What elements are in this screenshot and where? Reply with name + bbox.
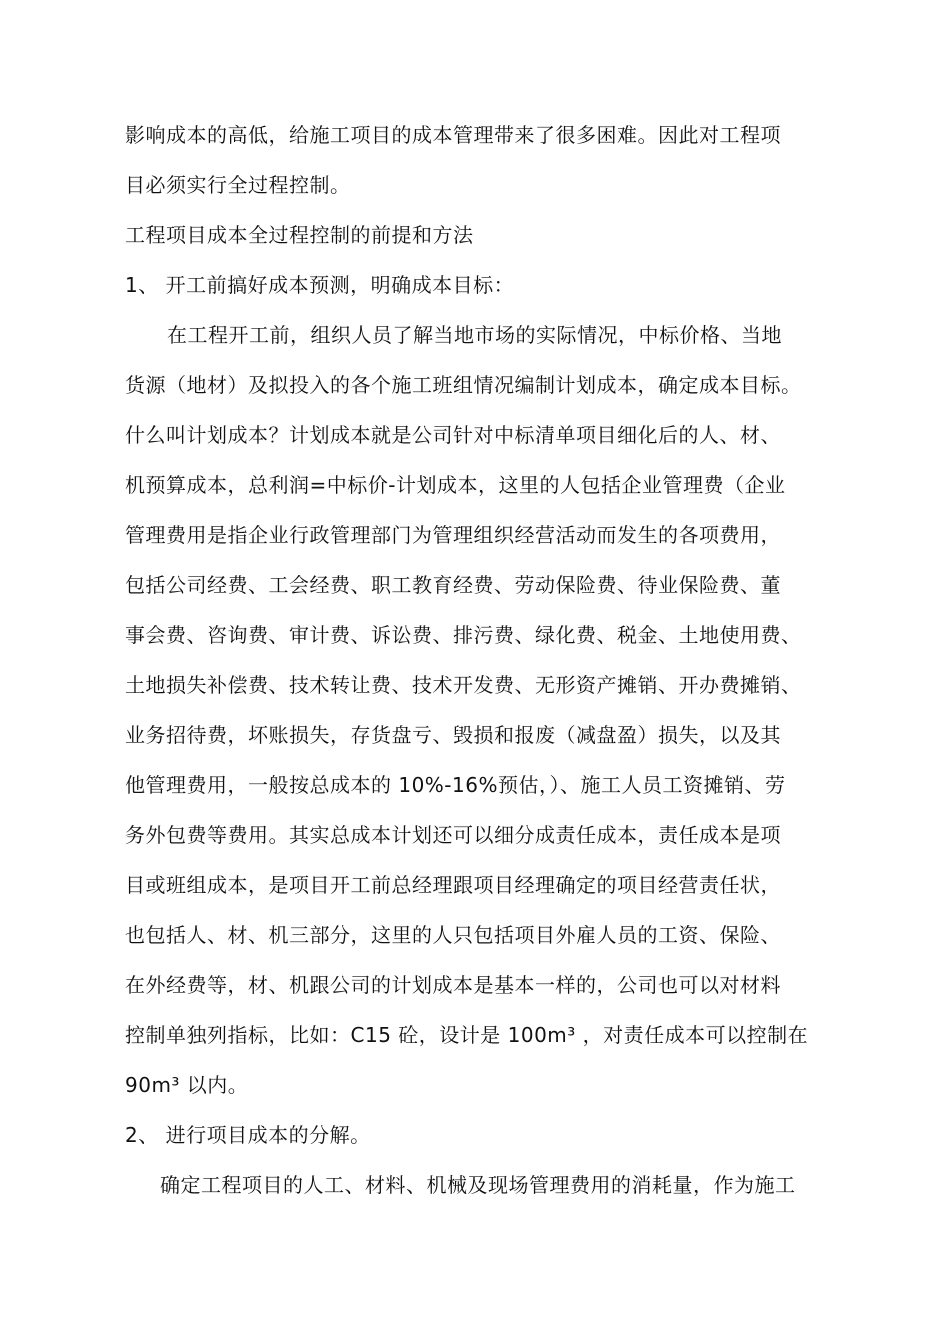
- paragraph-start: 确定工程项目的人工、材料、机械及现场管理费用的消耗量，作为施工: [160, 1173, 796, 1197]
- numbered-item-1: 1、 开工前搞好成本预测，明确成本目标：: [125, 273, 515, 297]
- text-line: 事会费、咨询费、审计费、诉讼费、排污费、绿化费、税金、土地使用费、: [125, 623, 802, 647]
- section-heading: 工程项目成本全过程控制的前提和方法: [125, 223, 474, 247]
- text-line: 在外经费等，材、机跟公司的计划成本是基本一样的，公司也可以对材料: [125, 973, 781, 997]
- numbered-item-2: 2、 进行项目成本的分解。: [125, 1123, 371, 1147]
- text-line: 包括公司经费、工会经费、职工教育经费、劳动保险费、待业保险费、董: [125, 573, 781, 597]
- text-line: 也包括人、材、机三部分，这里的人只包括项目外雇人员的工资、保险、: [125, 923, 781, 947]
- text-line: 影响成本的高低，给施工项目的成本管理带来了很多困难。因此对工程项: [125, 123, 781, 147]
- text-line: 控制单独列指标，比如：C15 砼，设计是 100m³ ，对责任成本可以控制在: [125, 1023, 809, 1047]
- text-line: 90m³ 以内。: [125, 1073, 249, 1097]
- paragraph-start: 在工程开工前，组织人员了解当地市场的实际情况，中标价格、当地: [167, 323, 782, 347]
- text-line: 目必须实行全过程控制。: [125, 173, 351, 197]
- text-line: 他管理费用，一般按总成本的 10%-16%预估，）、施工人员工资摊销、劳: [125, 773, 786, 797]
- text-line: 土地损失补偿费、技术转让费、技术开发费、无形资产摊销、开办费摊销、: [125, 673, 802, 697]
- text-line: 务外包费等费用。其实总成本计划还可以细分成责任成本，责任成本是项: [125, 823, 781, 847]
- text-line: 目或班组成本，是项目开工前总经理跟项目经理确定的项目经营责任状，: [125, 873, 781, 897]
- text-line: 机预算成本，总利润=中标价-计划成本，这里的人包括企业管理费（企业: [125, 473, 786, 497]
- text-line: 什么叫计划成本？计划成本就是公司针对中标清单项目细化后的人、材、: [125, 423, 781, 447]
- text-line: 业务招待费，坏账损失，存货盘亏、毁损和报废（减盘盈）损失，以及其: [125, 723, 781, 747]
- text-line: 管理费用是指企业行政管理部门为管理组织经营活动而发生的各项费用，: [125, 523, 781, 547]
- text-line: 货源（地材）及拟投入的各个施工班组情况编制计划成本，确定成本目标。: [125, 373, 802, 397]
